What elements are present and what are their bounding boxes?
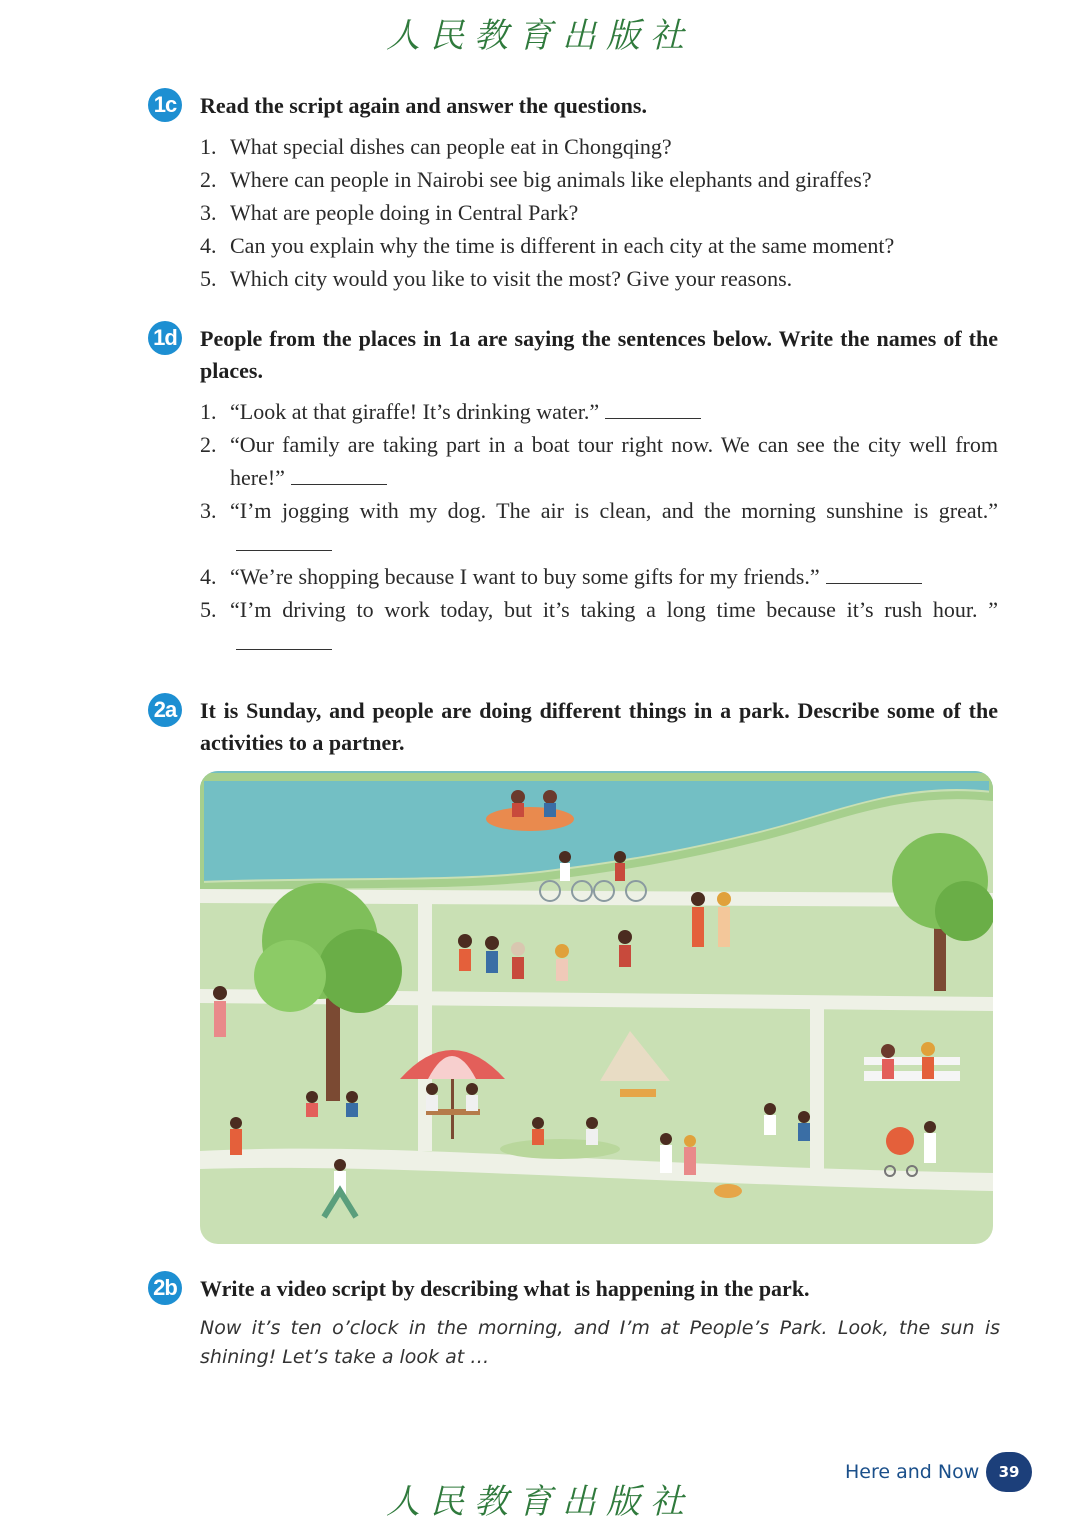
item-number: 1.: [200, 399, 217, 424]
list-item: [200, 163, 998, 196]
instruction-1c: Read the script again and answer the questions.: [200, 93, 647, 118]
list-item: [200, 560, 998, 593]
item-text: “Our family are taking part in a boat tour right now. We can see the city well from here!”: [230, 432, 998, 490]
script-prompt: Now it’s ten o’clock in the morning, and I’m at People’s Park. Look, the sun is shining! Let’s take a look at …: [200, 1317, 1000, 1368]
item-number: 3.: [200, 200, 217, 225]
list-item: [200, 428, 998, 494]
picnic-area: [500, 1139, 620, 1159]
section-1c: [148, 90, 998, 295]
answer-blank[interactable]: [291, 464, 387, 485]
item-number: 2.: [200, 432, 217, 457]
badge-2a: 2a: [148, 693, 182, 727]
badge-1c: 1c: [148, 88, 182, 122]
item-text: “Look at that giraffe! It’s drinking water.”: [230, 399, 600, 424]
list-item: [200, 494, 998, 560]
item-number: 5.: [200, 266, 217, 291]
badge-1d: 1d: [148, 321, 182, 355]
instruction-1d: People from the places in 1a are saying the sentences below. Write the names of the places.: [200, 326, 998, 383]
page-number: 39: [986, 1452, 1032, 1492]
list-item: [200, 130, 998, 163]
section-2b: [148, 1273, 998, 1305]
sentence-list-1d: [200, 395, 998, 659]
section-1d: [148, 323, 998, 659]
item-number: 2.: [200, 167, 217, 192]
dog: [714, 1184, 742, 1198]
list-item: [200, 395, 998, 428]
list-item: [200, 262, 998, 295]
bench: [864, 1071, 960, 1081]
publisher-logo-top: 人民教育出版社: [386, 16, 694, 56]
item-text: Which city would you like to visit the most? Give your reasons.: [230, 266, 793, 291]
section-2a: [148, 695, 998, 759]
item-number: 4.: [200, 233, 217, 258]
baby-stroller: [886, 1127, 914, 1155]
item-text: “I’m driving to work today, but it’s taking a long time because it’s rush hour. ”: [230, 597, 998, 622]
answer-blank[interactable]: [236, 530, 332, 551]
list-item: [200, 229, 998, 262]
item-text: Where can people in Nairobi see big animals like elephants and giraffes?: [230, 167, 872, 192]
list-item: [200, 196, 998, 229]
publisher-logo-bottom: 人民教育出版社: [386, 1482, 694, 1522]
item-number: 3.: [200, 498, 217, 523]
item-number: 4.: [200, 564, 217, 589]
instruction-2b: Write a video script by describing what is happening in the park.: [200, 1276, 810, 1301]
badge-2b: 2b: [148, 1271, 182, 1305]
item-text: “I’m jogging with my dog. The air is clean, and the morning sunshine is great.”: [230, 498, 998, 523]
unit-title: Here and Now: [845, 1461, 980, 1483]
item-text: “We’re shopping because I want to buy some gifts for my friends.”: [230, 564, 820, 589]
item-number: 1.: [200, 134, 217, 159]
list-item: [200, 593, 998, 659]
answer-blank[interactable]: [826, 563, 922, 584]
item-text: What are people doing in Central Park?: [230, 200, 579, 225]
park-scene: [200, 771, 993, 1244]
answer-blank[interactable]: [605, 398, 701, 419]
instruction-2a: It is Sunday, and people are doing different things in a park. Describe some of the activities to a partner.: [200, 698, 998, 755]
answer-blank[interactable]: [236, 629, 332, 650]
path-vertical-right: [810, 999, 824, 1171]
question-list-1c: [200, 130, 998, 295]
item-text: What special dishes can people eat in Chongqing?: [230, 134, 672, 159]
item-number: 5.: [200, 597, 217, 622]
rowing-boat: [486, 807, 574, 831]
item-text: Can you explain why the time is different in each city at the same moment?: [230, 233, 895, 258]
park-illustration: [200, 771, 993, 1244]
